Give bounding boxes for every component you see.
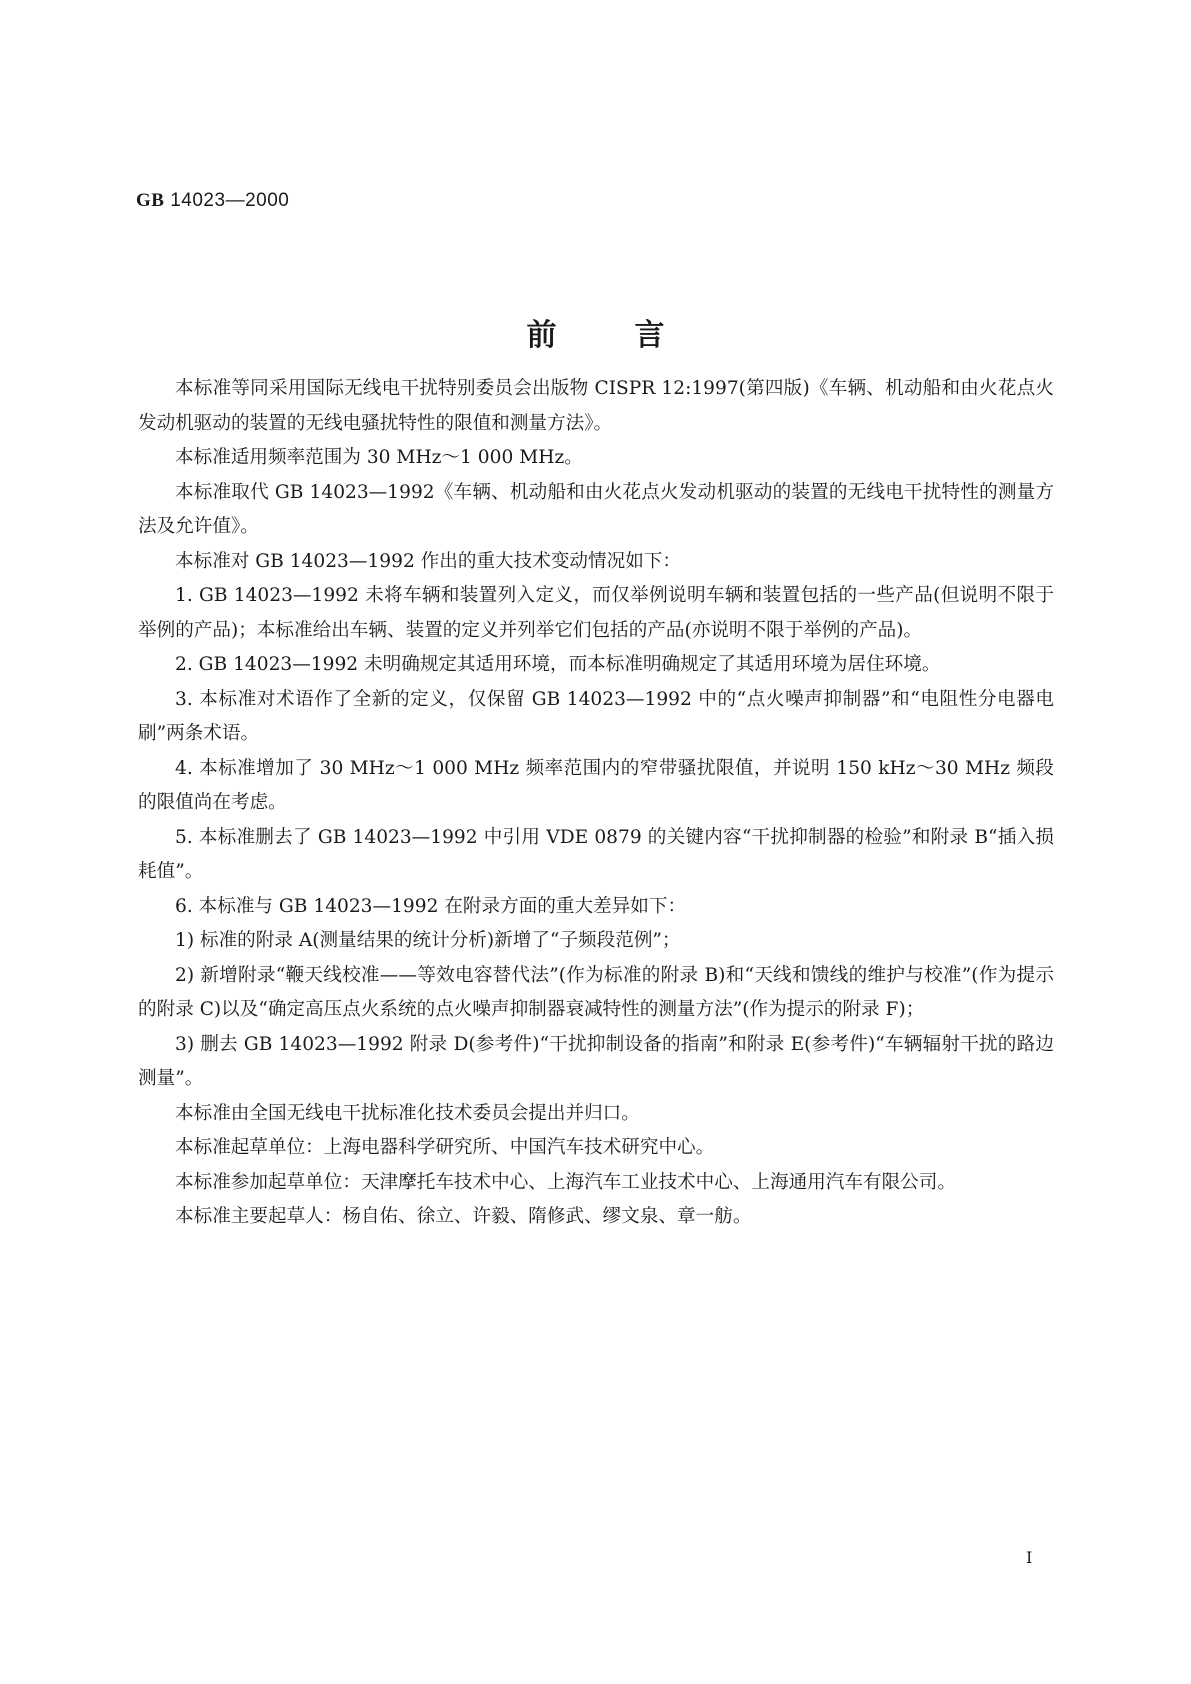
standard-number: 14023—2000	[170, 190, 290, 211]
paragraph: 本标准起草单位：上海电器科学研究所、中国汽车技术研究中心。	[175, 1137, 715, 1158]
paragraph: 4. 本标准增加了 30 MHz～1 000 MHz 频率范围内的窄带骚扰限值，并说明 150 kHz～30 MHz 频段的限值尚在考虑。	[138, 757, 1054, 813]
paragraph: 本标准主要起草人：杨自佑、徐立、许毅、隋修武、缪文泉、章一舫。	[175, 1206, 752, 1227]
paragraph: 1) 标准的附录 A(测量结果的统计分析)新增了“子频段范例”；	[175, 930, 681, 951]
paragraph: 5. 本标准删去了 GB 14023—1992 中引用 VDE 0879 的关键内容“干扰抑制器的检验”和附录 B“插入损耗值”。	[138, 826, 1054, 882]
paragraph: 本标准等同采用国际无线电干扰特别委员会出版物 CISPR 12:1997(第四版)《车辆、机动船和由火花点火发动机驱动的装置的无线电骚扰特性的限值和测量方法》。	[138, 378, 1054, 434]
paragraph: 2) 新增附录“鞭天线校准——等效电容替代法”(作为标准的附录 B)和“天线和馈线的维护与校准”(作为提示的附录 C)以及“确定高压点火系统的点火噪声抑制器衰减特性的测量方法”(作为提示的附录 F)；	[138, 964, 1054, 1020]
paragraph: 本标准对 GB 14023—1992 作出的重大技术变动情况如下：	[175, 550, 681, 572]
paragraph: 本标准由全国无线电干扰标准化技术委员会提出并归口。	[175, 1102, 640, 1124]
paragraph: 本标准适用频率范围为 30 MHz～1 000 MHz。	[175, 447, 583, 468]
paragraph: 3) 删去 GB 14023—1992 附录 D(参考件)“干扰抑制设备的指南”和附录 E(参考件)“车辆辐射干扰的路边测量”。	[138, 1033, 1054, 1089]
foreword-body	[138, 372, 1054, 1235]
page-number: I	[1026, 1548, 1033, 1567]
page-title: 前言	[526, 318, 743, 353]
paragraph: 2. GB 14023—1992 未明确规定其适用环境，而本标准明确规定了其适用环境为居住环境。	[175, 654, 941, 675]
paragraph: 6. 本标准与 GB 14023—1992 在附录方面的重大差异如下：	[175, 895, 687, 917]
paragraph: 1. GB 14023—1992 未将车辆和装置列入定义，而仅举例说明车辆和装置包括的一些产品(但说明不限于举例的产品)；本标准给出车辆、装置的定义并列举它们包括的产品(亦说明不限于举例的产品)。	[138, 585, 1054, 641]
paragraph: 3. 本标准对术语作了全新的定义，仅保留 GB 14023—1992 中的“点火噪声抑制器”和“电阻性分电器电刷”两条术语。	[138, 688, 1054, 744]
standard-code	[136, 190, 289, 212]
standard-prefix: GB	[136, 190, 165, 211]
paragraph: 本标准参加起草单位：天津摩托车技术中心、上海汽车工业技术中心、上海通用汽车有限公司。	[175, 1171, 956, 1193]
paragraph: 本标准取代 GB 14023—1992《车辆、机动船和由火花点火发动机驱动的装置的无线电干扰特性的测量方法及允许值》。	[138, 481, 1054, 537]
